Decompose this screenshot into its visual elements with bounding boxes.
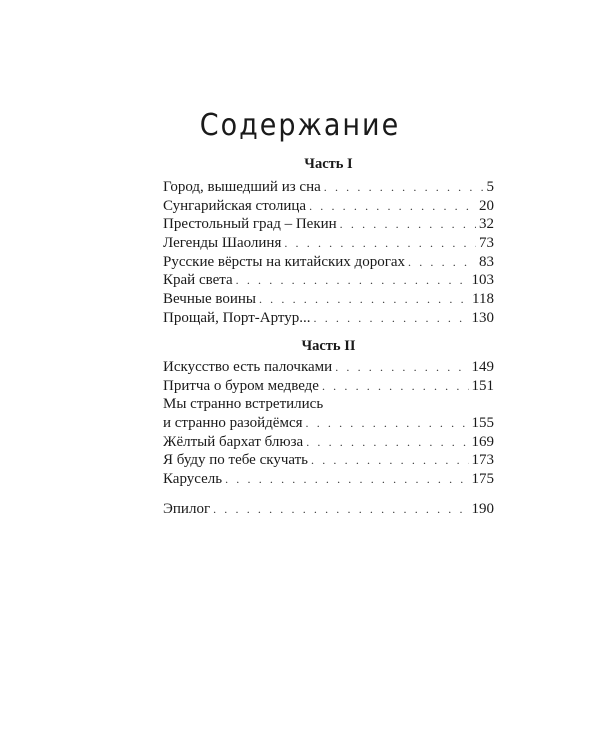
toc-page-number: 173 (471, 452, 494, 469)
dot-leader (335, 358, 468, 377)
toc-entry-title: Я буду по тебе скучать (163, 452, 309, 469)
toc-page-number: 169 (471, 433, 494, 450)
toc-entry-title: Эпилог (163, 500, 211, 517)
dot-leader (324, 178, 484, 197)
dot-leader (314, 309, 469, 328)
toc-page-number: 20 (479, 197, 494, 214)
part-2-list (163, 358, 494, 489)
page-title: Содержание (199, 108, 401, 143)
toc-entry-title: Край света (163, 272, 233, 289)
toc-entry-title: Город, вышедший из сна (163, 178, 321, 195)
part-2-heading: Часть II (301, 338, 356, 354)
toc-page-number: 103 (471, 272, 494, 289)
toc-entry-title: и странно разойдёмся (163, 415, 303, 432)
dot-leader (309, 197, 476, 216)
toc-page-number: 175 (471, 471, 494, 488)
toc-entry[interactable] (163, 358, 494, 377)
dot-leader (322, 377, 469, 396)
dot-leader (225, 470, 468, 489)
toc-entry-title: Прощай, Порт-Артур... (163, 309, 311, 326)
dot-leader (236, 271, 469, 290)
epilogue-list (163, 500, 494, 519)
toc-entry[interactable] (163, 309, 494, 328)
dot-leader (259, 290, 469, 309)
toc-entry-second-line (163, 414, 494, 433)
toc-page-number: 190 (471, 500, 494, 517)
toc-entry[interactable] (163, 215, 494, 234)
toc-page-number: 83 (479, 253, 494, 270)
toc-entry-title-line1: Мы странно встретились (163, 396, 324, 413)
toc-entry-title: Престольный град – Пекин (163, 216, 337, 233)
toc-entry-title: Вечные воины (163, 291, 256, 308)
toc-entry[interactable] (163, 178, 494, 197)
toc-entry[interactable] (163, 234, 494, 253)
toc-entry[interactable] (163, 271, 494, 290)
toc-entry[interactable] (163, 377, 494, 396)
toc-entry[interactable] (163, 470, 494, 489)
toc-entry-title: Легенды Шаолиня (163, 235, 282, 252)
dot-leader (408, 253, 476, 272)
dot-leader (311, 451, 468, 470)
toc-entry-epilogue[interactable] (163, 500, 494, 519)
toc-entry-title: Притча о буром медведе (163, 377, 319, 394)
part-1-list (163, 178, 494, 328)
toc-page-number: 149 (471, 358, 494, 375)
toc-entry[interactable] (163, 253, 494, 272)
toc-page-number: 5 (486, 178, 494, 195)
toc-entry[interactable] (163, 197, 494, 216)
toc-page-number: 151 (471, 377, 494, 394)
toc-page-number: 155 (471, 415, 494, 432)
toc-page-number: 118 (472, 291, 494, 308)
toc-entry-title: Искусство есть палочками (163, 358, 333, 375)
dot-leader (213, 500, 468, 519)
dot-leader (284, 234, 476, 253)
dot-leader (306, 433, 468, 452)
toc-entry-title: Русские вёрсты на китайских дорогах (163, 253, 405, 270)
toc-page-number: 130 (471, 309, 494, 326)
toc-entry[interactable] (163, 290, 494, 309)
toc-entry-title: Сунгарийская столица (163, 197, 307, 214)
toc-entry-title: Жёлтый бархат блюза (163, 433, 304, 450)
toc-entry-title: Карусель (163, 471, 223, 488)
toc-entry[interactable] (163, 451, 494, 470)
dot-leader (340, 215, 476, 234)
toc-page-number: 32 (479, 216, 494, 233)
dot-leader (306, 414, 469, 433)
toc-entry[interactable] (163, 433, 494, 452)
toc-page-number: 73 (479, 235, 494, 252)
part-1-heading: Часть I (304, 156, 353, 172)
toc-entry[interactable] (163, 395, 494, 432)
